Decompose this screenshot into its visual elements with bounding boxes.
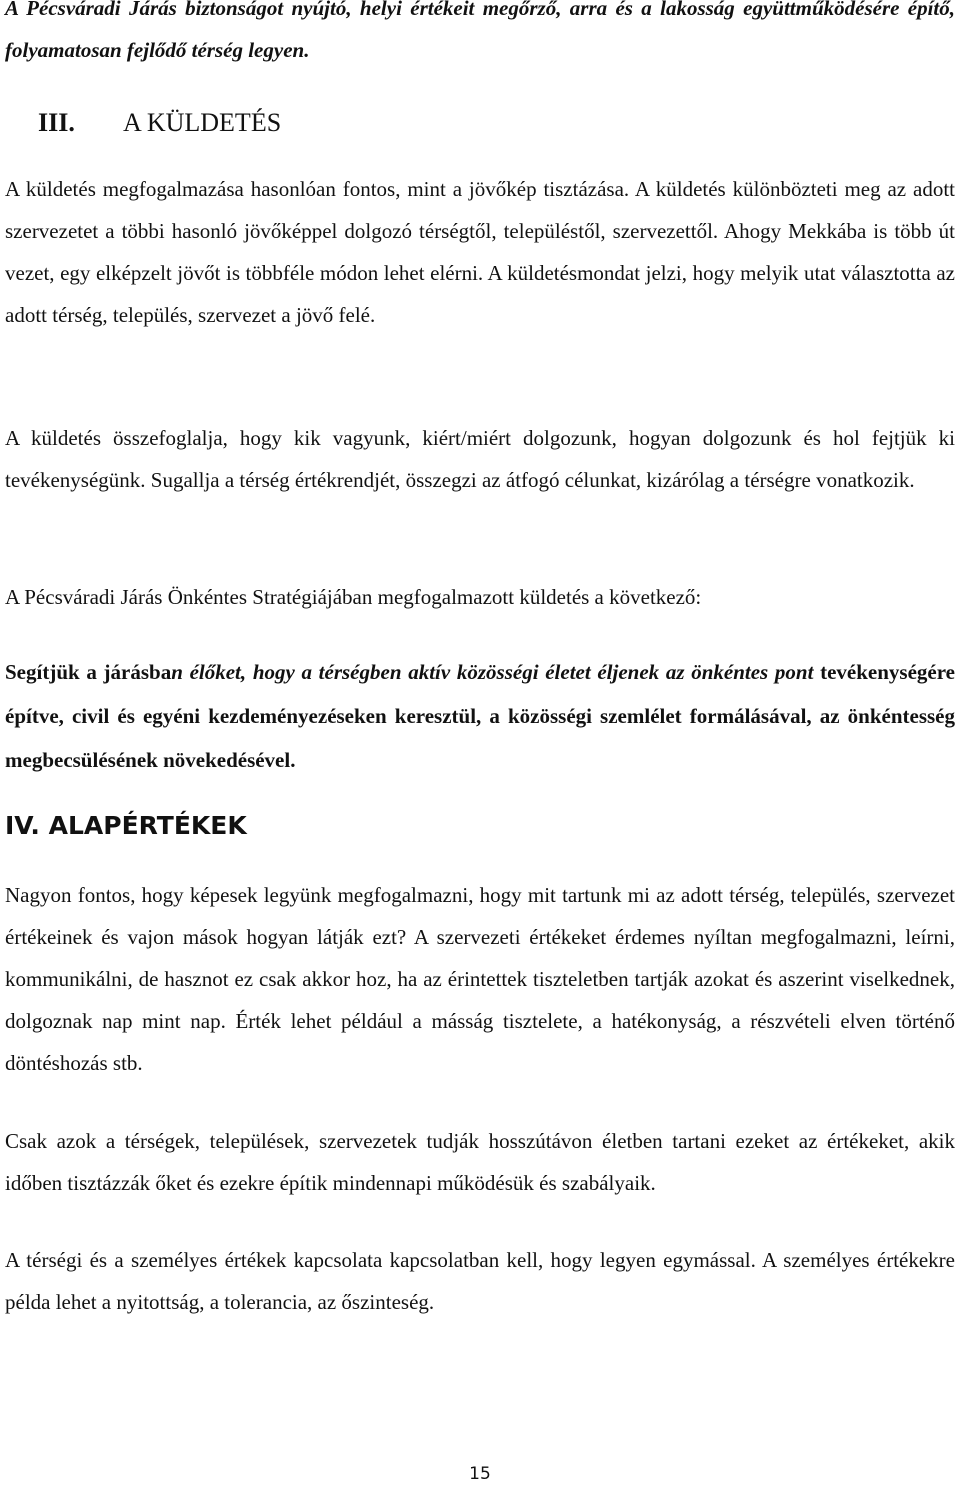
page-number: 15 bbox=[469, 1464, 491, 1484]
mission-intro-paragraph: A Pécsváradi Járás Önkéntes Stratégiájában megfogalmazott küldetés a következő: bbox=[5, 585, 702, 609]
values-paragraph-2: Csak azok a térségek, települések, szervezetek tudják hosszútávon életben tartani ezeket az értékeket, akik időben tisztázzák őket és ezekre építik mindennapi működésük és szabályaik. bbox=[5, 1129, 955, 1195]
section-heading-values: IV. ALAPÉRTÉKEK bbox=[5, 811, 247, 840]
values-paragraph-1: Nagyon fontos, hogy képesek legyünk megfogalmazni, hogy mit tartunk mi az adott térség, település, szervezet értékeinek és vajon mások hogyan látják ezt? A szervezeti értékeket érdemes nyíltan megfogalmazni, leírni, kommunikálni, de hasznot ez csak akkor hoz, ha az érintettek tiszteletben tartják azokat és aszerint viselkednek, dolgoznak nap mint nap. Érték lehet például a másság tisztelete, a hatékonyság, a részvételi elven történő döntéshozás stb. bbox=[5, 883, 955, 1075]
vision-statement: A Pécsváradi Járás biztonságot nyújtó, helyi értékeit megőrző, arra és a lakosság együttműködésére építő, folyamatosan fejlődő térség legyen. bbox=[5, 0, 955, 62]
section-title: A KÜLDETÉS bbox=[123, 108, 282, 137]
mission-statement-part-2: n élőket, hogy a térségben aktív közösségi életet éljenek az önkéntes pont bbox=[171, 660, 814, 684]
section-number: III. bbox=[38, 108, 75, 137]
mission-paragraph-2: A küldetés összefoglalja, hogy kik vagyunk, kiért/miért dolgozunk, hogyan dolgozunk és hol fejtjük ki tevékenységünk. Sugallja a térség értékrendjét, összegzi az átfogó célunkat, kizárólag a térségre vonatkozik. bbox=[5, 426, 955, 492]
section-heading-mission bbox=[38, 108, 281, 138]
mission-paragraph-1: A küldetés megfogalmazása hasonlóan fontos, mint a jövőkép tisztázása. A küldetés különbözteti meg az adott szervezetet a többi hasonló jövőképpel dolgozó térségtől, településtől, szervezettől. Ahogy Mekkába is több út vezet, egy elképzelt jövőt is többféle módon lehet elérni. A küldetésmondat jelzi, hogy melyik utat választotta az adott térség, település, szervezet a jövő felé. bbox=[5, 177, 955, 327]
values-paragraph-3: A térségi és a személyes értékek kapcsolata kapcsolatban kell, hogy legyen egymással. A személyes értékekre példa lehet a nyitottság, a tolerancia, az őszinteség. bbox=[5, 1248, 955, 1314]
mission-statement-part-3: tevékenységére építve, civil és egyéni kezdeményezéseken keresztül, a közösségi szemlélet formálásával, az önkéntesség megbecsülésének növekedésével. bbox=[5, 660, 955, 772]
mission-statement-part-1: Segítjük a járásba bbox=[5, 660, 172, 684]
mission-statement bbox=[5, 650, 955, 782]
